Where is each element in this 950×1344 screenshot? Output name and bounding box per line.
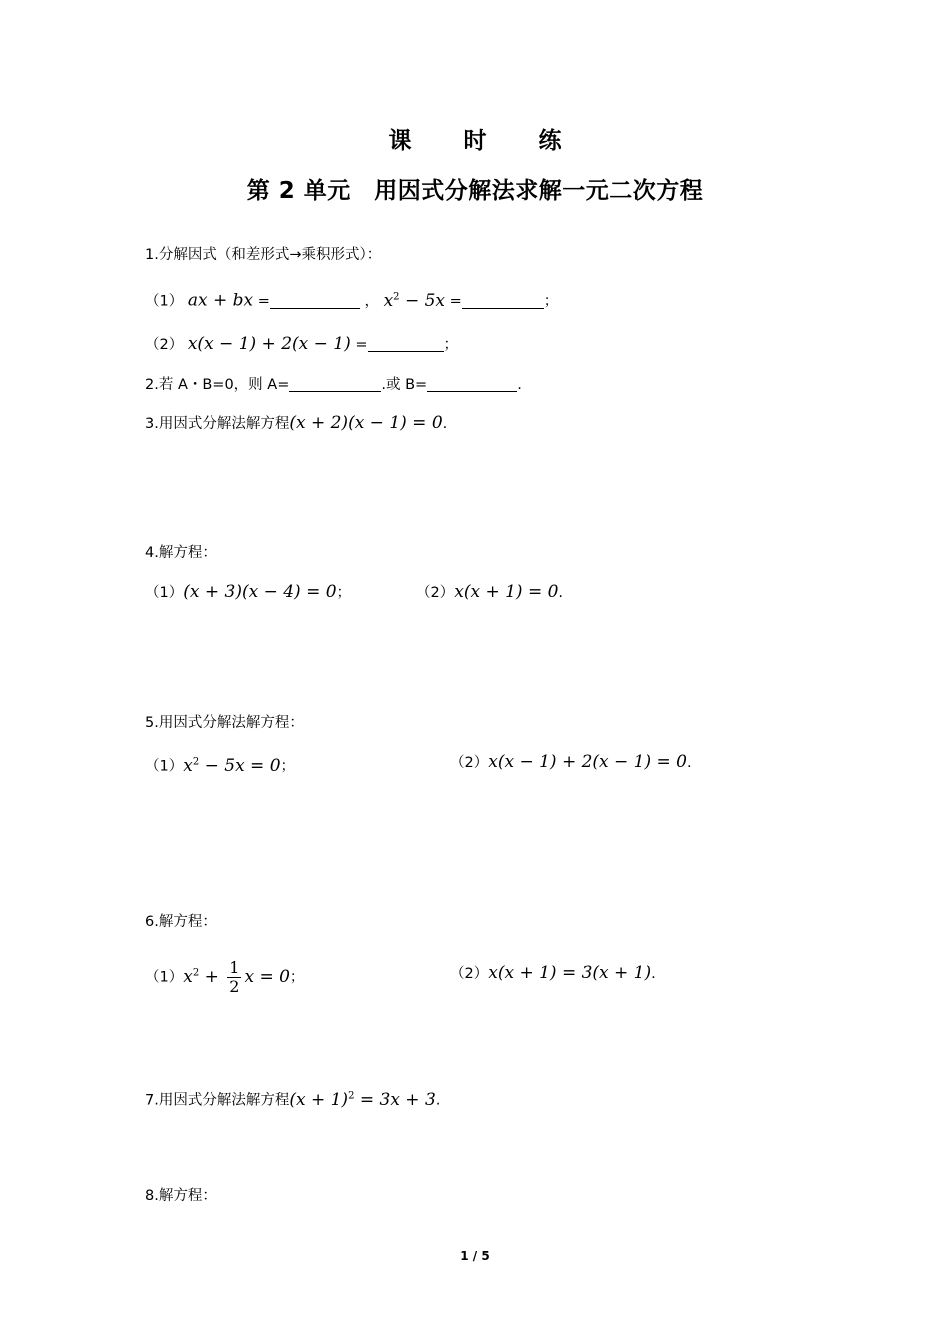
question-5-text: 5.用因式分解法解方程： (145, 715, 304, 731)
rest: − 5x (399, 290, 446, 311)
exponent: 2 (192, 967, 200, 978)
part-label: （1） (145, 585, 184, 601)
rest: = 3x + 3 (354, 1089, 436, 1110)
answer-blank-b[interactable] (427, 375, 517, 392)
equals-sign: = (449, 293, 462, 310)
question-6-part-2 (450, 961, 656, 986)
question-4-part-2 (416, 580, 563, 605)
terminator: ； (543, 293, 559, 310)
expression: x(x − 1) + 2(x − 1) (187, 334, 351, 354)
question-4-text: 4.解方程： (145, 545, 217, 561)
answer-blank[interactable] (462, 292, 544, 309)
equation: (x + 2)(x − 1) = 0 (289, 413, 443, 433)
question-6-part-1 (145, 953, 304, 998)
denominator: 2 (229, 976, 240, 996)
exponent: 2 (192, 756, 200, 767)
part-label: （2） (416, 585, 455, 601)
question-3 (145, 411, 447, 436)
rest: x = 0 (244, 966, 290, 987)
fraction-one-half (227, 959, 241, 996)
equation (183, 957, 290, 996)
question-5-part-2 (450, 750, 692, 775)
question-6-text: 6.解方程： (145, 914, 217, 930)
part-label: （2） (145, 337, 184, 353)
terminator: . (442, 416, 448, 432)
question-1-text: 1.分解因式（和差形式→乘积形式）： (145, 247, 382, 263)
terminator: . (651, 966, 656, 982)
question-5-part-1 (145, 750, 295, 779)
terminator: ； (336, 585, 352, 601)
equals-sign: = (355, 337, 368, 353)
question-7 (145, 1084, 440, 1113)
terminator: . (435, 1092, 441, 1109)
part-label: （2） (450, 966, 489, 982)
rest: − 5x = 0 (199, 755, 281, 776)
question-2-end: . (517, 377, 522, 393)
page-title: 课 时 练 (388, 128, 584, 154)
question-1-part-1 (145, 285, 558, 314)
terminator: ； (289, 969, 305, 986)
part-label: （1） (145, 969, 184, 986)
exponent: 2 (348, 1090, 355, 1101)
question-2-prefix: 2.若 A・B=0，则 A= (145, 377, 290, 393)
terminator: . (558, 585, 564, 601)
base: (x + 1) (289, 1089, 349, 1110)
terminator: . (687, 755, 692, 771)
terminator: ； (280, 758, 296, 775)
question-2-mid: .或 B= (381, 377, 428, 393)
page-number: 1 / 5 (460, 1249, 490, 1263)
base: x (183, 966, 193, 987)
answer-blank-a[interactable] (289, 375, 381, 392)
exponent: 2 (393, 291, 400, 302)
terminator: ； (443, 337, 459, 353)
separator: ， (364, 293, 379, 310)
plus: + (199, 966, 225, 987)
equation (289, 1090, 435, 1110)
base: x (383, 290, 394, 311)
question-8-text: 8.解方程： (145, 1188, 217, 1204)
question-1-part-2 (145, 332, 458, 357)
numerator: 1 (229, 957, 240, 977)
equals-sign: = (257, 293, 270, 310)
expression-x2-minus-5x (384, 291, 445, 311)
answer-blank[interactable] (368, 335, 444, 352)
question-2 (145, 373, 522, 397)
question-7-text: 7.用因式分解法解方程 (145, 1092, 290, 1109)
question-4-part-1 (145, 580, 351, 605)
expression-ax-plus-bx: ax + bx (187, 290, 254, 311)
part-label: （1） (145, 758, 184, 775)
equation (183, 756, 280, 776)
part-label: （1） (145, 293, 184, 310)
equation: (x + 3)(x − 4) = 0 (183, 582, 337, 602)
part-label: （2） (450, 755, 489, 771)
equation: x(x + 1) = 0 (454, 582, 559, 602)
equation: x(x − 1) + 2(x − 1) = 0 (488, 752, 687, 772)
answer-blank[interactable] (270, 292, 360, 309)
equation: x(x + 1) = 3(x + 1) (488, 963, 652, 983)
page-subtitle: 第 2 单元 用因式分解法求解一元二次方程 (246, 178, 704, 204)
base: x (183, 755, 193, 776)
question-3-text: 3.用因式分解法解方程 (145, 416, 290, 432)
